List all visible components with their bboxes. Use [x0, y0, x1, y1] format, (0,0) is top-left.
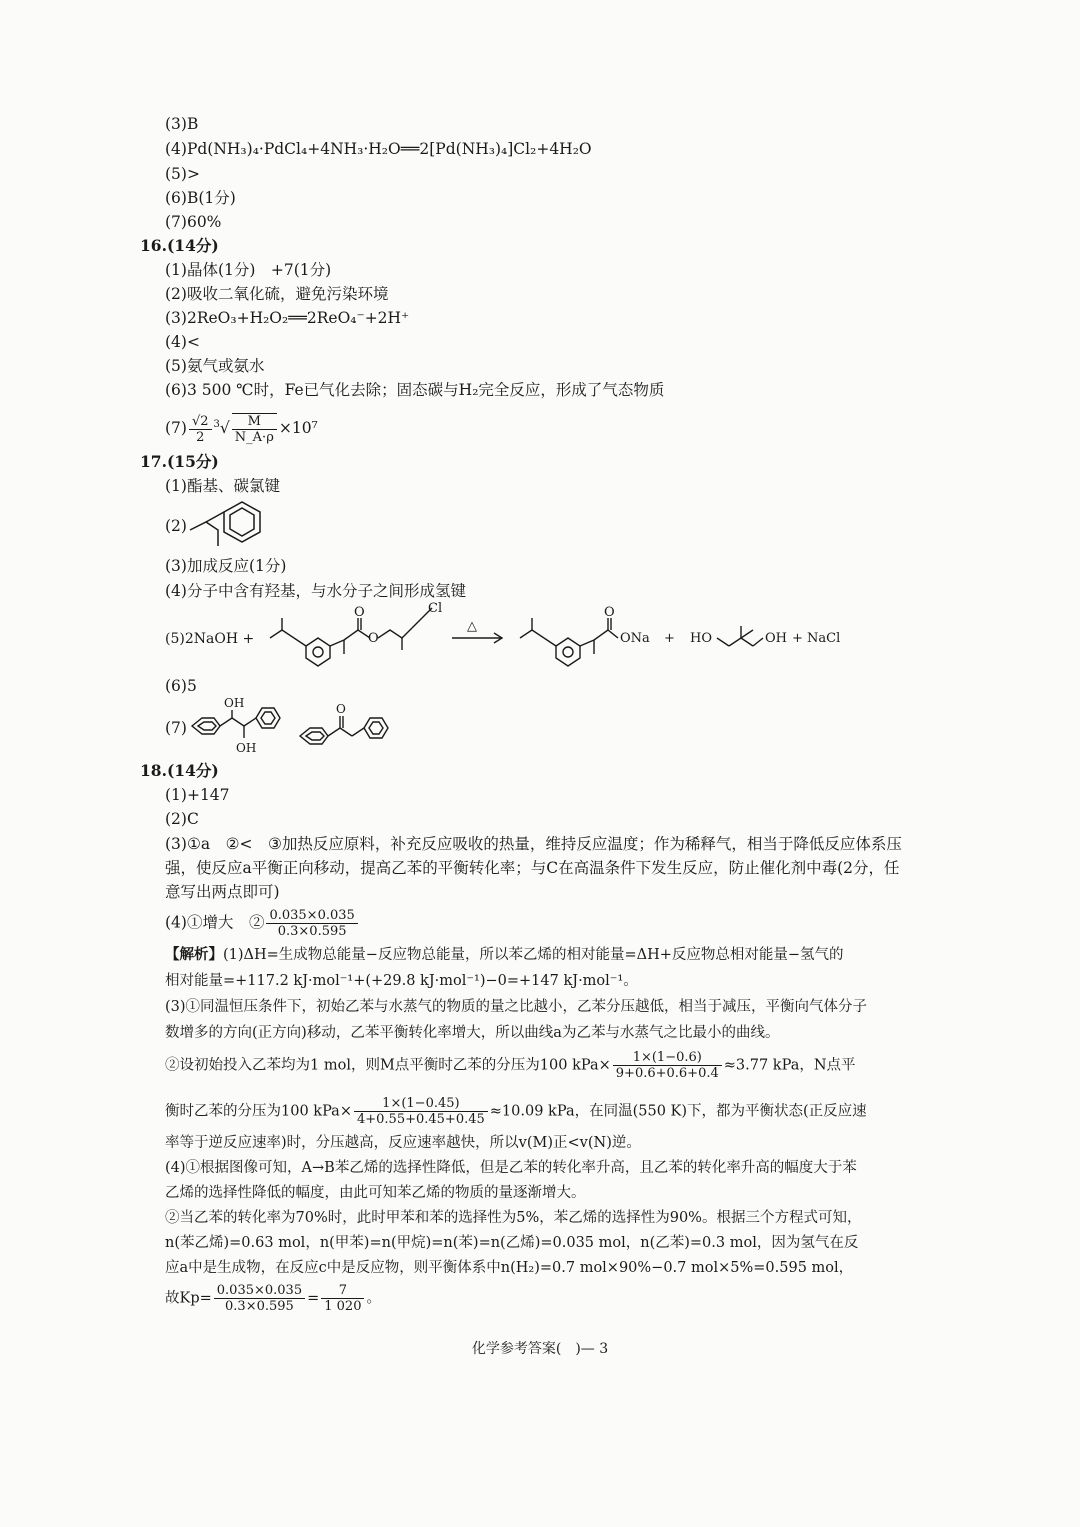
- q16-answer-5: (5)氨气或氨水: [165, 357, 265, 375]
- analysis-p4b-line1: ②当乙苯的转化率为70%时，此时甲苯和苯的选择性为5%，苯乙烯的选择性为90%。根据三个方程式可知，: [165, 1210, 862, 1226]
- p3b-frac2: [354, 1096, 488, 1127]
- frac-den: 9+0.6+0.6+0.4: [615, 1066, 719, 1081]
- q18-answer-2: (2)C: [165, 810, 199, 828]
- q17-7-structures: [188, 696, 398, 758]
- analysis-p3b-line2: [165, 1096, 867, 1127]
- oh-bottom-label: OH: [236, 741, 257, 755]
- ketone-o-label: O: [336, 702, 346, 716]
- coef-num: √2: [189, 414, 212, 430]
- analysis-p1-text: (1)ΔH=生成物总能量−反应物总能量，所以苯乙烯的相对能量=ΔH+反应物总相对能量−氢气的: [223, 947, 844, 963]
- isobutylbenzene-structure: [188, 500, 288, 550]
- q16-a7-suffix: ×10⁷: [278, 419, 318, 437]
- p3b-line2-prefix: 衡时乙苯的分压为100 kPa×: [165, 1103, 352, 1120]
- analysis-p4b-line2: n(苯乙烯)=0.63 mol，n(甲苯)=n(甲烷)=n(苯)=n(乙烯)=0.035 mol，n(乙苯)=0.3 mol，因为氢气在反: [165, 1235, 859, 1251]
- analysis-p4-line1: (4)①根据图像可知，A→B苯乙烯的选择性降低，但是乙苯的转化率升高，且乙苯的转化率升高的幅度大于苯: [165, 1160, 857, 1176]
- p3b-suffix2: ≈10.09 kPa，在同温(550 K)下，都为平衡状态(正反应速: [489, 1103, 867, 1120]
- frac-den: 1 020: [324, 1299, 362, 1314]
- frac-num: 7: [321, 1283, 364, 1299]
- p3b-suffix1: ≈3.77 kPa，N点平: [723, 1057, 856, 1074]
- page-footer: 化学参考答案( )— 3: [471, 1341, 609, 1357]
- frac-den: 0.3×0.595: [225, 1299, 294, 1314]
- q16-answer-6: (6)3 500 ℃时，Fe已气化去除；固态碳与H₂完全反应，形成了气态物质: [165, 381, 665, 399]
- analysis-p1-line1: [165, 944, 844, 966]
- q17-answer-4: (4)分子中含有羟基，与水分子之间形成氢键: [165, 582, 466, 600]
- q15-answer-3: (3)B: [165, 115, 199, 133]
- q15-answer-6: (6)B(1分): [165, 189, 236, 207]
- kp-frac2: [321, 1283, 364, 1314]
- frac-num: 0.035×0.035: [266, 908, 357, 924]
- q18-answer-3-line3: 意写出两点即可): [165, 883, 280, 901]
- nacl-label: + NaCl: [792, 631, 841, 646]
- ester-hydrolysis-scheme: [262, 600, 842, 675]
- q18-answer-3-line1: (3)①a ②< ③加热反应原料，补充反应吸收的热量，维持反应温度；作为稀释气，相当于降低反应体系压: [165, 835, 902, 853]
- q15-answer-4: (4)Pd(NH₃)₄·PdCl₄+4NH₃·H₂O══2[Pd(NH₃)₄]Cl₂+4H₂O: [165, 140, 592, 158]
- q17-answer-5-prefix: (5)2NaOH +: [165, 631, 255, 647]
- kp-prefix: 故Kp=: [165, 1290, 212, 1307]
- reactant-carbonyl-o: O: [354, 605, 365, 620]
- frac-num: 0.035×0.035: [214, 1283, 305, 1299]
- reactant-cl-label: Cl: [428, 601, 443, 616]
- analysis-p3b-line3: 率等于逆反应速率)时，分压越高，反应速率越快，所以v(M)正<v(N)逆。: [165, 1135, 641, 1151]
- frac-den: 4+0.55+0.45+0.45: [356, 1112, 485, 1127]
- q16-answer-2: (2)吸收二氧化硫，避免污染环境: [165, 285, 389, 303]
- q16-answer-7: [165, 413, 318, 445]
- frac-den: N_A·ρ: [234, 430, 274, 445]
- kp-eq: =: [307, 1290, 320, 1307]
- q16-answer-1: (1)晶体(1分) +7(1分): [165, 261, 332, 279]
- coef-den: 2: [196, 429, 205, 445]
- q16-a7-frac: [232, 413, 277, 445]
- product-carbonyl-o: O: [604, 605, 615, 620]
- product-ona-label: ONa: [620, 631, 650, 646]
- diol-ho-label: HO: [690, 631, 712, 646]
- q16-a7-prefix: (7): [165, 419, 187, 437]
- q15-answer-5: (5)>: [165, 165, 200, 183]
- analysis-p3b-line1: [165, 1050, 856, 1081]
- frac-num: M: [232, 414, 277, 430]
- q17-answer-3: (3)加成反应(1分): [165, 557, 287, 575]
- plus-sign: +: [664, 631, 675, 646]
- q18-answer-1: (1)+147: [165, 786, 230, 804]
- oh-top-label: OH: [224, 696, 245, 710]
- analysis-tag: 【解析】: [165, 946, 223, 963]
- analysis-p3-line1: (3)①同温恒压条件下，初始乙苯与水蒸气的物质的量之比越小，乙苯分压越低，相当于减压，平衡向气体分子: [165, 999, 868, 1015]
- q17-answer-7: (7): [165, 719, 187, 737]
- root-index: 3: [213, 418, 220, 430]
- analysis-p4b-line3: 应a中是生成物，在反应c中是反应物，则平衡体系中n(H₂)=0.7 mol×90%−0.7 mol×5%=0.595 mol，: [165, 1260, 854, 1276]
- kp-end: 。: [366, 1290, 381, 1307]
- diol-oh-label: OH: [765, 631, 787, 646]
- q18-answer-4: [165, 908, 360, 939]
- reactant-ester-o: O: [368, 631, 379, 646]
- heat-label: △: [467, 619, 477, 634]
- q17-answer-2: (2): [165, 517, 187, 535]
- q16-answer-3: (3)2ReO₃+H₂O₂══2ReO₄⁻+2H⁺: [165, 309, 410, 327]
- q17-title: 17.(15分): [140, 452, 219, 471]
- frac-den: 0.3×0.595: [277, 924, 347, 939]
- analysis-p4-line2: 乙烯的选择性降低的幅度，由此可知苯乙烯的物质的量逐渐增大。: [165, 1185, 586, 1201]
- q18-a4-prefix: (4)①增大 ②: [165, 913, 265, 932]
- q18-title: 18.(14分): [140, 761, 219, 780]
- analysis-p1-line2: 相对能量=+117.2 kJ·mol⁻¹+(+29.8 kJ·mol⁻¹)−0=+147 kJ·mol⁻¹。: [165, 973, 638, 989]
- q17-answer-6: (6)5: [165, 677, 197, 695]
- q18-answer-3-line2: 强，使反应a平衡正向移动，提高乙苯的平衡转化率；与C在高温条件下发生反应，防止催化剂中毒(2分，任: [165, 859, 900, 877]
- analysis-kp-line: [165, 1283, 381, 1314]
- q16-answer-4: (4)<: [165, 333, 200, 351]
- q16-a7-coef: [189, 414, 212, 445]
- radical-icon: √: [219, 419, 230, 437]
- analysis-p3-line2: 数增多的方向(正方向)移动，乙苯平衡转化率增大，所以曲线a为乙苯与水蒸气之比最小的曲线。: [165, 1025, 780, 1041]
- q16-title: 16.(14分): [140, 236, 219, 255]
- frac-num: 1×(1−0.6): [613, 1050, 722, 1066]
- p3b-frac1: [613, 1050, 722, 1081]
- q18-a4-frac: [266, 908, 357, 939]
- frac-num: 1×(1−0.45): [354, 1096, 488, 1112]
- kp-frac1: [214, 1283, 305, 1314]
- q15-answer-7: (7)60%: [165, 213, 222, 231]
- q17-answer-1: (1)酯基、碳氯键: [165, 477, 280, 495]
- p3b-prefix: ②设初始投入乙苯均为1 mol，则M点平衡时乙苯的分压为100 kPa×: [165, 1057, 611, 1074]
